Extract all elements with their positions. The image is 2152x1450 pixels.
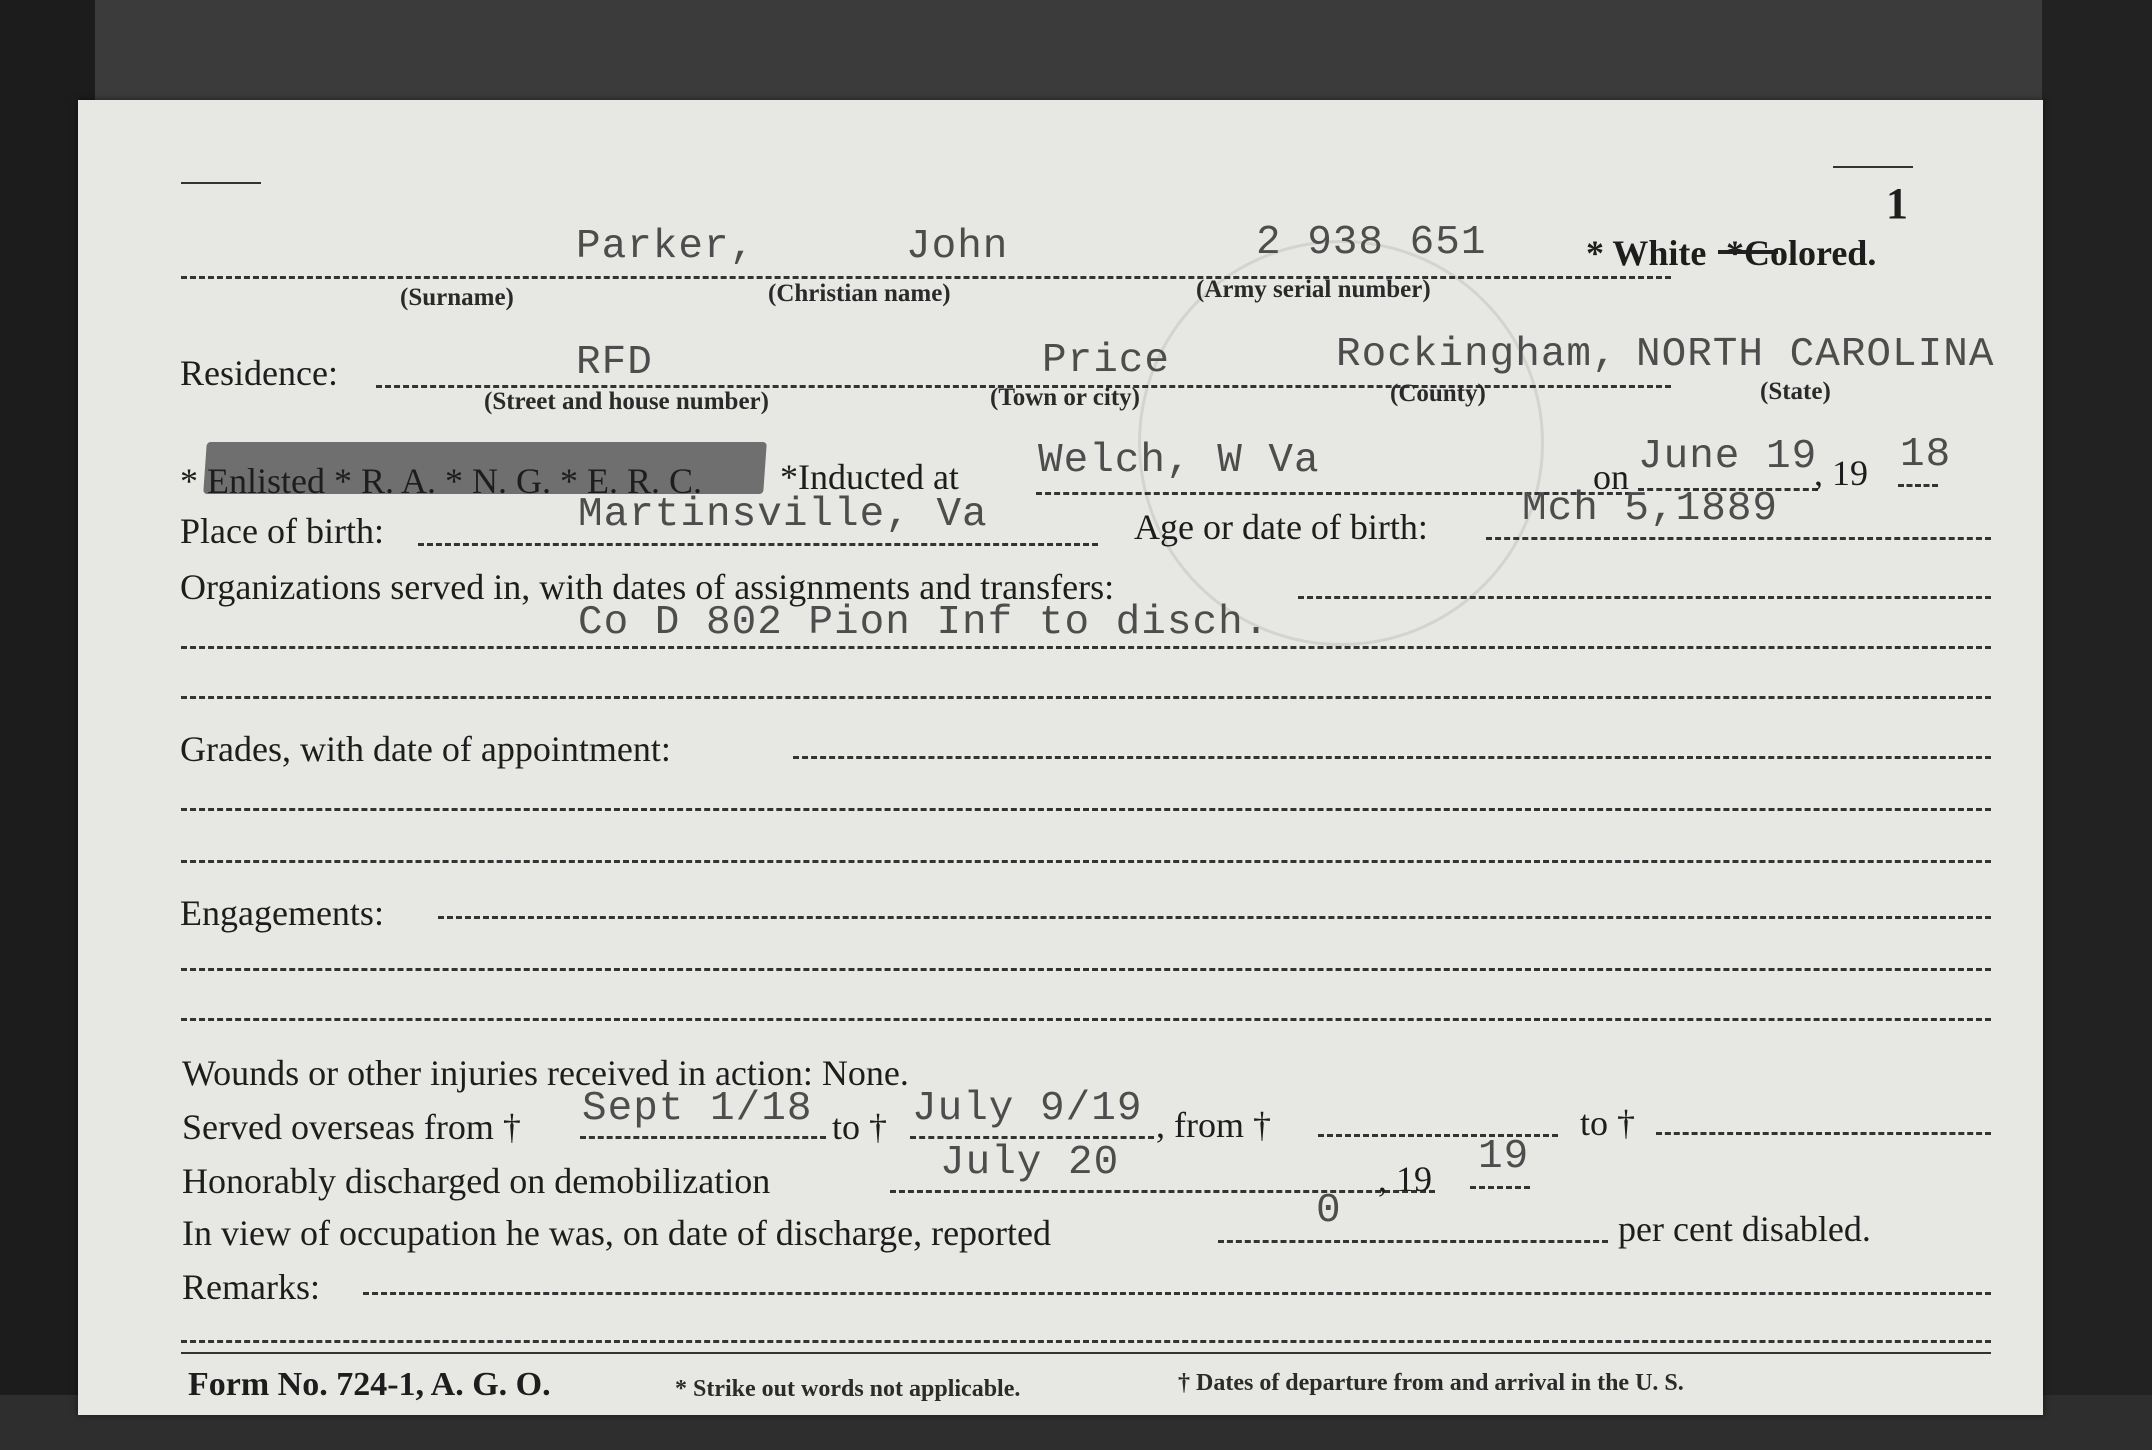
discharge-year-value: 19 [1478, 1134, 1530, 1180]
top-right-rule [1833, 166, 1913, 168]
overseas-from-line [580, 1136, 826, 1139]
inducted-at-label: *Inducted at [780, 457, 959, 497]
discharge-date-value: July 20 [940, 1140, 1120, 1186]
organizations-line-1 [1298, 596, 1991, 599]
on-label: on [1593, 457, 1629, 497]
remarks-line-2 [181, 1340, 1991, 1343]
overseas-to-line [910, 1136, 1154, 1139]
remarks-bottom-rule [181, 1352, 1991, 1354]
residence-street-value: RFD [576, 340, 653, 386]
organizations-line-3 [181, 696, 1991, 699]
organizations-line-2 [181, 646, 1991, 649]
inducted-date-value: June 19 [1638, 434, 1818, 480]
race-white-label: * White [1586, 233, 1707, 273]
footer-note-strike: * Strike out words not applicable. [675, 1376, 1021, 1402]
organizations-value: Co D 802 Pion Inf to disch. [578, 600, 1270, 646]
engagements-label: Engagements: [180, 893, 384, 933]
residence-state-value: NORTH CAROLINA [1636, 332, 1995, 378]
overseas-from-value: Sept 1/18 [582, 1086, 813, 1132]
form-number: Form No. 724-1, A. G. O. [188, 1366, 551, 1403]
engagements-line-1 [438, 916, 1991, 919]
grades-line-2 [181, 808, 1991, 811]
grades-label: Grades, with date of appointment: [180, 729, 671, 769]
inducted-year-line [1898, 484, 1938, 487]
wounds-text: Wounds or other injuries received in action: None. [182, 1053, 909, 1093]
card-number: 1 [1886, 179, 1908, 228]
county-caption: (County) [1390, 380, 1486, 407]
state-caption: (State) [1760, 378, 1831, 405]
place-of-birth-value: Martinsville, Va [578, 492, 988, 538]
inducted-year-value: 18 [1900, 432, 1952, 478]
serial-number-value: 2 938 651 [1256, 220, 1487, 266]
residence-label: Residence: [180, 353, 338, 393]
discharge-label: Honorably discharged on demobilization [182, 1161, 771, 1201]
christian-name-value: John [906, 224, 1009, 270]
name-line [181, 276, 1671, 279]
disability-suffix: per cent disabled. [1618, 1209, 1871, 1249]
birth-date-value: Mch 5,1889 [1522, 486, 1779, 532]
place-of-birth-label: Place of birth: [180, 511, 384, 551]
overseas-to-value: July 9/19 [912, 1086, 1143, 1132]
race-colored-label: *Colored. [1726, 233, 1877, 273]
discharge-year-line [1470, 1186, 1530, 1189]
residence-town-value: Price [1042, 338, 1171, 384]
residence-county-value: Rockingham, [1336, 332, 1618, 378]
overseas-to-label: to † [832, 1107, 888, 1147]
footer-note-dates: † Dates of departure from and arrival in the U. S. [1178, 1370, 1684, 1396]
overseas-to2-label: to † [1580, 1103, 1636, 1143]
age-label: Age or date of birth: [1134, 507, 1428, 547]
christian-name-caption: (Christian name) [768, 280, 951, 307]
enlistment-options: * Enlisted * R. A. * N. G. * E. R. C. [180, 461, 703, 501]
discharge-year-prefix: , 19 [1378, 1159, 1432, 1199]
top-left-rule [181, 182, 261, 184]
disability-value: 0 [1316, 1188, 1342, 1234]
discharge-date-line [890, 1190, 1435, 1193]
service-record-card [78, 100, 2043, 1415]
engagements-line-2 [181, 968, 1991, 971]
remarks-line-1 [363, 1292, 1991, 1295]
grades-line-1 [793, 756, 1991, 759]
town-caption: (Town or city) [990, 384, 1140, 411]
disability-label: In view of occupation he was, on date of discharge, reported [182, 1213, 1052, 1253]
place-of-birth-line [418, 543, 1098, 546]
age-line [1486, 537, 1991, 540]
overseas-label: Served overseas from † [182, 1107, 521, 1147]
serial-number-caption: (Army serial number) [1196, 276, 1431, 303]
surname-caption: (Surname) [400, 284, 514, 311]
surname-value: Parker, [576, 224, 756, 270]
overseas-from2-label: , from † [1156, 1105, 1271, 1145]
grades-line-3 [181, 860, 1991, 863]
inducted-year-prefix: , 19 [1814, 453, 1868, 493]
street-caption: (Street and house number) [484, 388, 769, 415]
disability-line [1218, 1240, 1608, 1243]
engagements-line-3 [181, 1018, 1991, 1021]
scan-background-right [2042, 0, 2152, 1450]
inducted-place-value: Welch, W Va [1038, 438, 1320, 484]
remarks-label: Remarks: [182, 1267, 320, 1307]
organizations-label: Organizations served in, with dates of assignments and transfers: [180, 567, 1115, 607]
overseas-to2-line [1656, 1132, 1991, 1135]
